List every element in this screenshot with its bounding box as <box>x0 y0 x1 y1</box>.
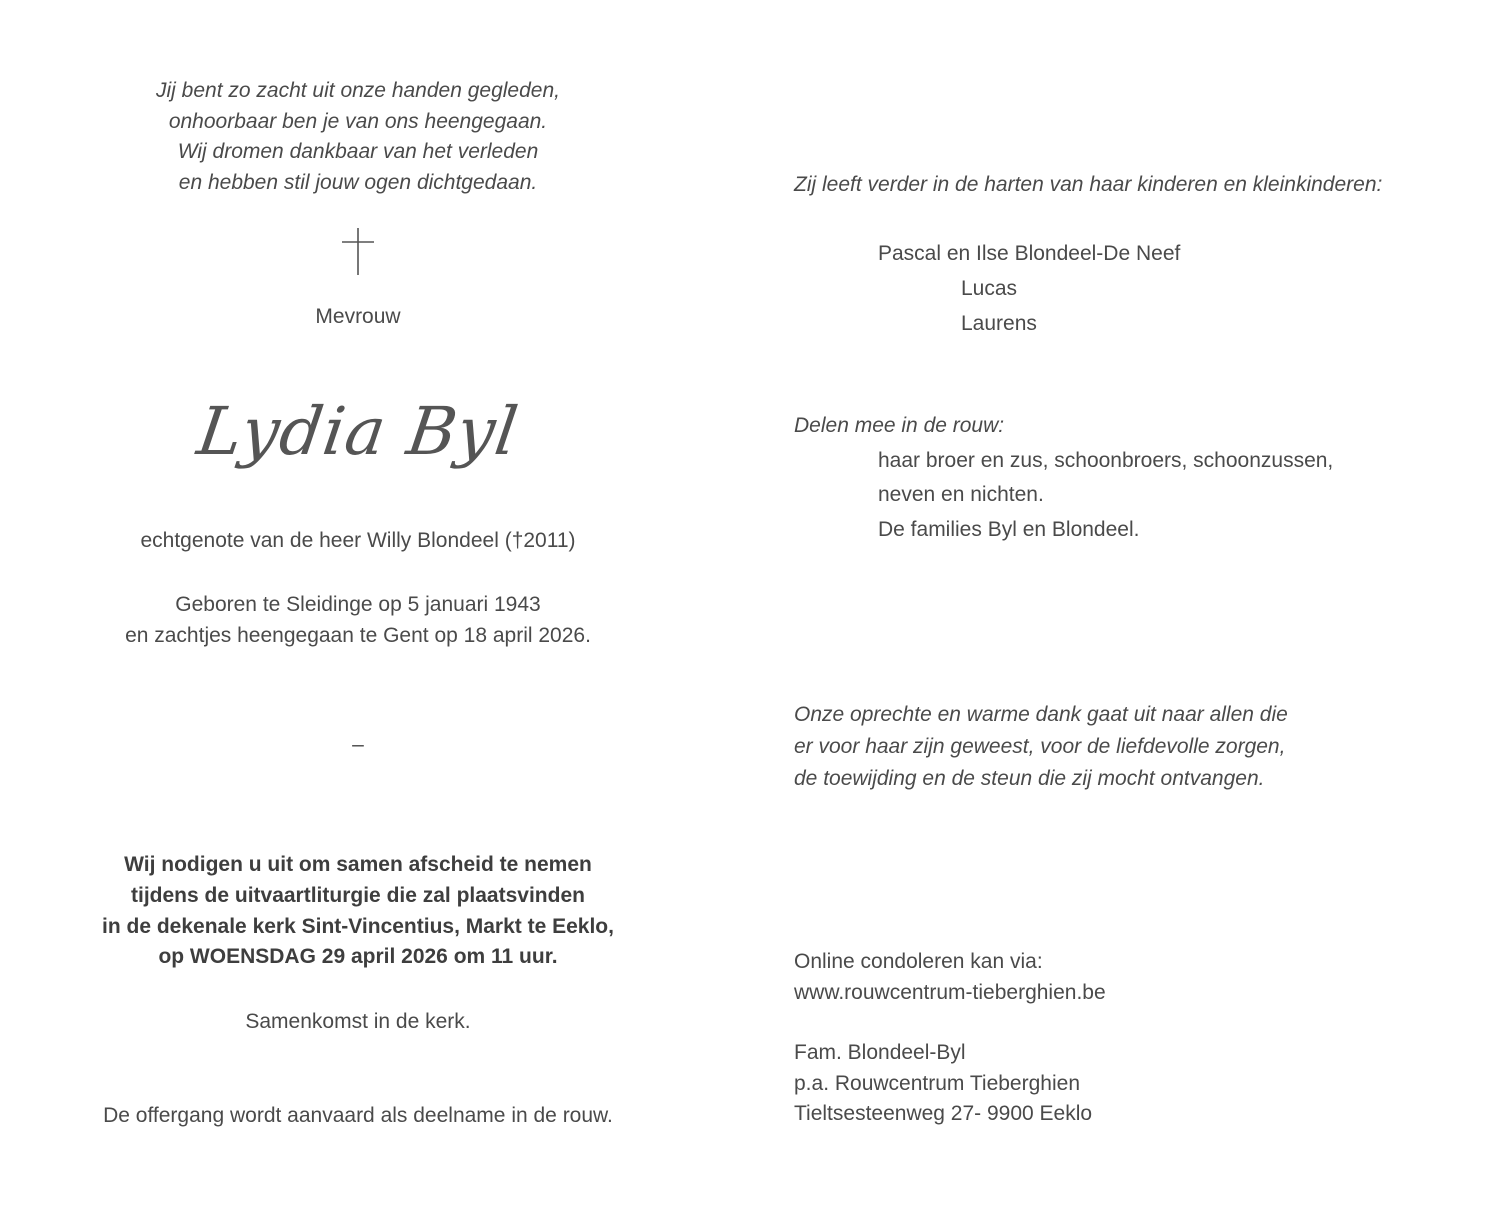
sharing-heading: Delen mee in de rouw: <box>794 414 1005 437</box>
invitation-line: op WOENSDAG 29 april 2026 om 11 uur. <box>158 945 558 969</box>
funeral-invitation <box>0 850 716 973</box>
address-line: p.a. Rouwcentrum Tieberghien <box>794 1071 1080 1095</box>
poem <box>0 76 716 199</box>
thanks-line: de toewijding en de steun die zij mocht ontvangen. <box>794 767 1265 790</box>
condolence-url[interactable]: www.rouwcentrum-tieberghien.be <box>794 981 1106 1004</box>
poem-line: Wij dromen dankbaar van het verleden <box>177 140 539 164</box>
cross-icon <box>0 226 716 276</box>
thanks-note <box>794 699 1494 795</box>
spouse-line: echtgenote van de heer Willy Blondeel (†2011) <box>140 529 576 552</box>
contact-address <box>794 1038 1494 1130</box>
invitation-line: tijdens de uitvaartliturgie die zal plaatsvinden <box>131 883 585 907</box>
thanks-line: Onze oprechte en warme dank gaat uit naar allen die <box>794 703 1288 726</box>
address-line: Fam. Blondeel-Byl <box>794 1041 966 1064</box>
online-label: Online condoleren kan via: <box>794 950 1043 973</box>
family-list <box>794 236 1494 341</box>
poem-line: en hebben stil jouw ogen dichtgedaan. <box>178 171 538 195</box>
invitation-line: Wij nodigen u uit om samen afscheid te nemen <box>124 853 592 876</box>
birth-death-info <box>0 590 716 651</box>
grandchild-line: Lucas <box>961 277 1018 300</box>
sharing-line: neven en nichten. <box>878 483 1044 506</box>
poem-line: onhoorbaar ben je van ons heengegaan. <box>168 109 548 133</box>
deceased-name: Lydia Byl <box>192 393 524 470</box>
poem-line: Jij bent zo zacht uit onze handen gegleden, <box>156 79 560 102</box>
title-mevrouw: Mevrouw <box>315 305 401 328</box>
thanks-line: er voor haar zijn geweest, voor de liefdevolle zorgen, <box>794 735 1286 758</box>
children-line: Pascal en Ilse Blondeel-De Neef <box>878 242 1181 265</box>
online-condolences <box>794 946 1494 1008</box>
address-line: Tieltsesteenweg 27- 9900 Eeklo <box>794 1102 1093 1126</box>
family-intro: Zij leeft verder in de harten van haar kinderen en kleinkinderen: <box>794 173 1383 196</box>
death-line: en zachtjes heengegaan te Gent op 18 april 2026. <box>125 623 591 647</box>
sharing-line: haar broer en zus, schoonbroers, schoonzussen, <box>878 448 1334 472</box>
meeting-note: Samenkomst in de kerk. <box>245 1010 471 1033</box>
separator-dash: – <box>352 733 364 756</box>
sharing-line: De families Byl en Blondeel. <box>878 517 1140 541</box>
offering-note: De offergang wordt aanvaard als deelname in de rouw. <box>103 1104 613 1127</box>
sharing-mourning <box>794 409 1494 547</box>
grandchild-line: Laurens <box>961 312 1037 335</box>
birth-line: Geboren te Sleidinge op 5 januari 1943 <box>175 593 541 616</box>
invitation-line: in de dekenale kerk Sint-Vincentius, Markt te Eeklo, <box>102 914 614 938</box>
